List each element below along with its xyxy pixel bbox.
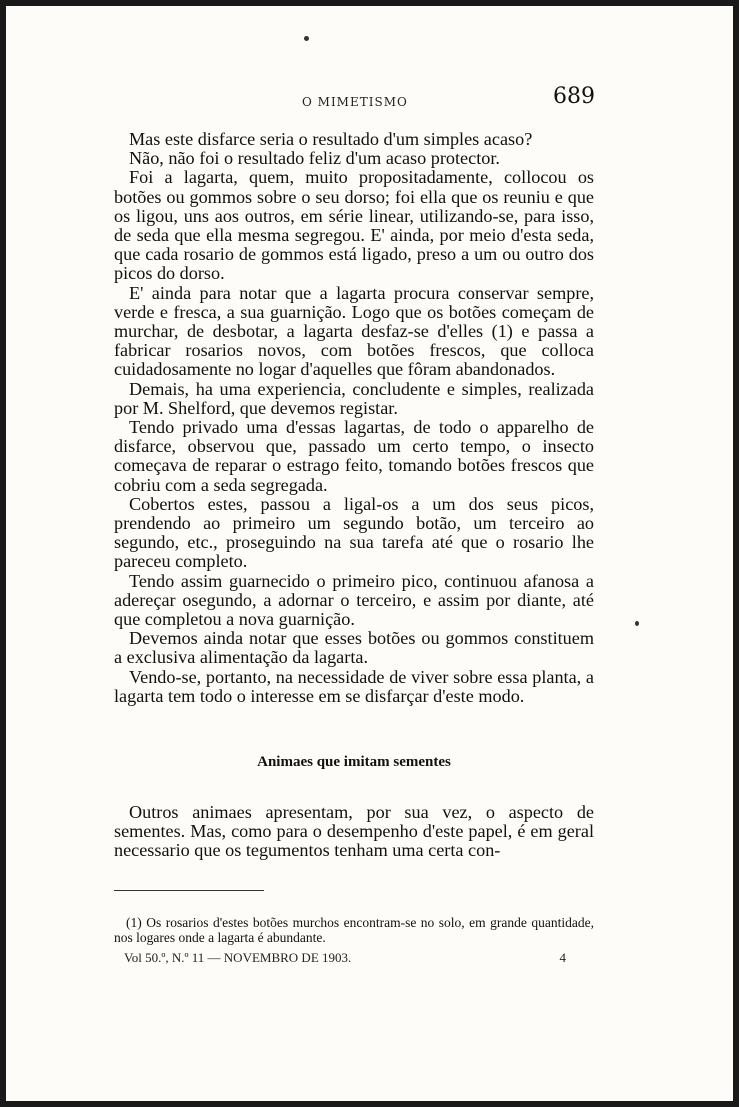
section-text <box>114 803 594 861</box>
book-page <box>6 6 733 1101</box>
paragraph: E' ainda para notar que a lagarta procura conservar sempre, verde e fresca, a sua guarnição. Logo que os botões começam de murchar, de desbotar, a lagarta desfaz-se d'elles (1) e passa a fabricar rosarios novos, com botões frescos, que colloca cuidadosamente no logar d'aquelles que fôram abandonados. <box>114 282 594 380</box>
sheet-number: 4 <box>559 950 566 965</box>
paragraph: Demais, ha uma experiencia, concludente e simples, realizada por M. Shelford, que devemos registar. <box>114 378 594 418</box>
paragraph: Não, não foi o resultado feliz d'um acaso protector. <box>129 148 500 169</box>
paragraph: Tendo assim guarnecido o primeiro pico, continuou afanosa a adereçar osegundo, a adornar o terceiro, e assim por diante, até que completou a nova guarnição. <box>114 570 594 630</box>
section-heading: Animaes que imitam sementes <box>257 754 451 770</box>
paragraph: Tendo privado uma d'essas lagartas, de todo o apparelho de disfarce, observou que, passado um certo tempo, o insecto começava de reparar o estrago feito, tomando botões frescos que cobriu com a seda segregada. <box>114 417 594 495</box>
footnote-text: (1) Os rosarios d'estes botões murchos encontram-se no solo, em grande quantidade, nos logares onde a lagarta é abundante. <box>114 915 594 945</box>
printer-signature <box>124 950 566 966</box>
paragraph: Outros animaes apresentam, por sua vez, o aspecto de sementes. Mas, como para o desempenho d'este papel, é em geral necessario que os tegumentos tenham uma certa con- <box>114 802 594 861</box>
ink-speck <box>304 36 309 41</box>
footnote-divider <box>114 890 264 891</box>
paragraph: Foi a lagarta, quem, muito propositadamente, collocou os botões ou gommos sobre o seu dorso; foi ella que os reuniu e que os ligou, uns aos outros, em série linear, utilizando-se, para isso, de seda que ella mesma segregou. E' ainda, por meio d'esta seda, que cada rosario de gommos está ligado, preso a um ou outro dos picos do dorso. <box>114 167 594 284</box>
paragraph: Vendo-se, portanto, na necessidade de viver sobre essa planta, a lagarta tem todo o interesse em se disfarçar d'este modo. <box>114 666 594 706</box>
paragraph: Devemos ainda notar que esses botões ou gommos constituem a exclusiva alimentação da lagarta. <box>114 628 594 668</box>
main-text <box>114 130 594 706</box>
page-number: 689 <box>553 84 595 109</box>
footnote <box>114 915 594 945</box>
paragraph: Mas este disfarce seria o resultado d'um simples acaso? <box>129 129 533 149</box>
volume-line: Vol 50.º, N.º 11 — NOVEMBRO DE 1903. <box>124 950 352 965</box>
paragraph: Cobertos estes, passou a ligal-os a um dos seus picos, prendendo ao primeiro um segundo botão, um terceiro ao segundo, etc., proseguindo na sua tarefa até que o rosario lhe pareceu completo. <box>114 493 594 572</box>
ink-speck <box>635 621 639 626</box>
running-title: O MIMETISMO <box>302 95 408 109</box>
